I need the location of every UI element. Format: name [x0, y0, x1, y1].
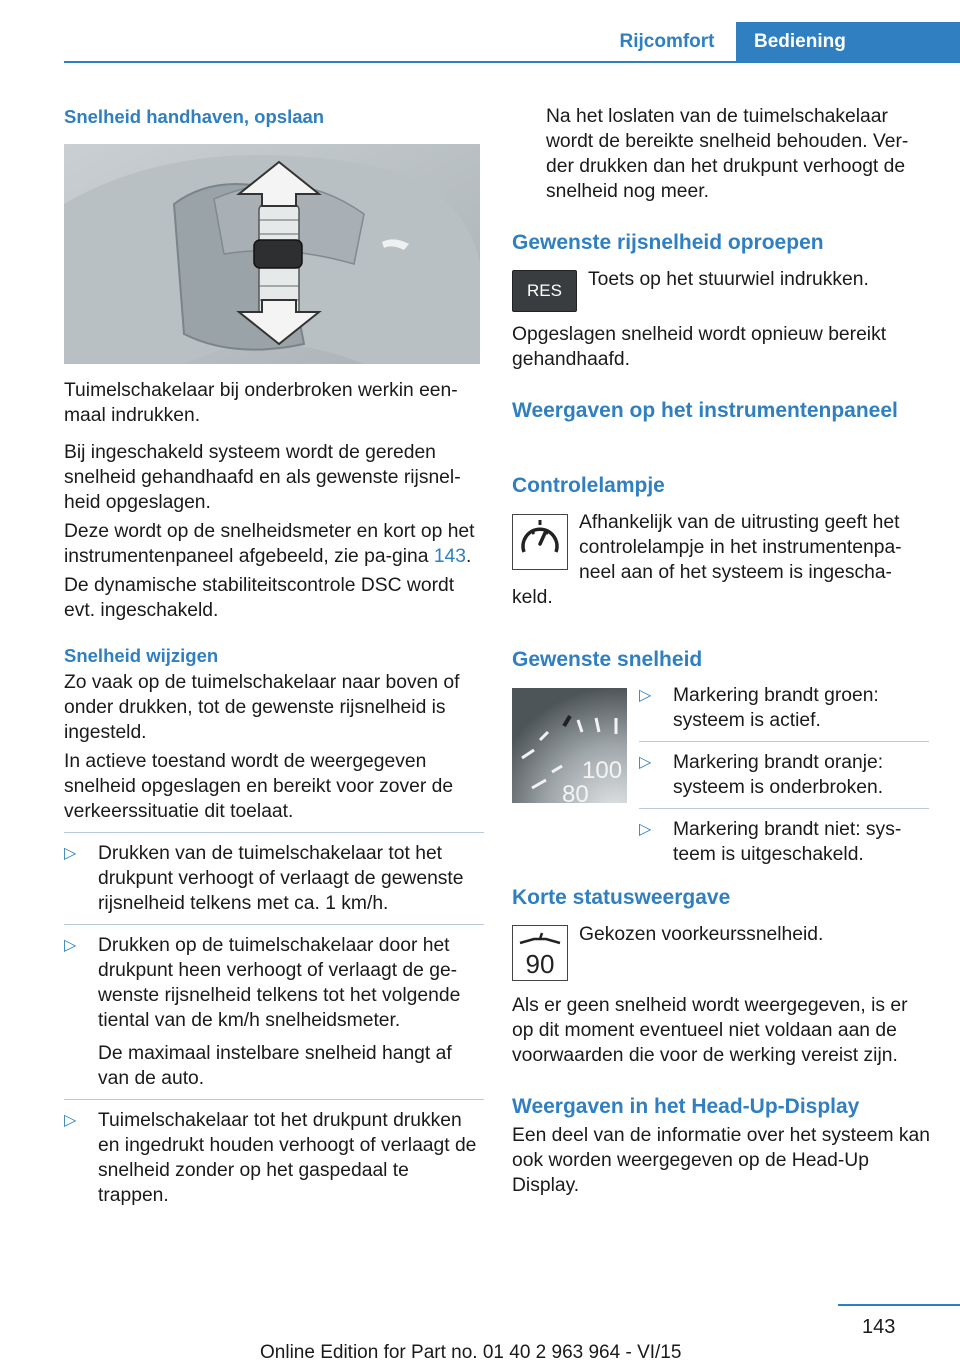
heading-indicator-lamp: Controlelampje [512, 474, 665, 497]
paragraph-resume: Opgeslagen snelheid wordt opnieuw bereikt gehandhaafd. [512, 324, 887, 370]
gauge-label-100: 100 [582, 757, 623, 784]
paragraph-speedometer-end: . [466, 546, 472, 567]
speed-section [512, 647, 932, 673]
indicator-description: Afhankelijk van de uitrusting geeft het controlelampje in het instrumentenpa-neel aan of het systeem is ingescha- [579, 512, 902, 583]
footer-edition: Online Edition for Part no. 01 40 2 963 964 - VI/15 [260, 1342, 682, 1363]
list-item [64, 1108, 484, 1208]
paragraph-active-state: In actieve toestand wordt de weergegeven snelheid opgeslagen en bereikt voor zover de verkeerssituatie dit toelaat. [64, 751, 454, 822]
triangle-bullet-icon: ▷ [639, 754, 652, 771]
list-item-text: Markering brandt groen: systeem is actief. [673, 685, 879, 731]
list-item [639, 817, 929, 867]
status-paragraph-block [512, 993, 932, 1068]
control-section [512, 473, 932, 499]
res-instruction: Toets op het stuurwiel indrukken. [588, 269, 869, 290]
paragraph-speedometer [64, 519, 484, 569]
list-item [639, 683, 929, 733]
heading-instrument-display: Weergaven op het instrumentenpaneel [512, 399, 898, 422]
paragraph-change-speed: Zo vaak op de tuimelschakelaar naar boven of onder drukken, tot de gewenste rijsnelheid is ingesteld. [64, 672, 460, 743]
page-number: 143 [862, 1316, 896, 1338]
status-section [512, 885, 932, 911]
cruise-indicator-icon [512, 514, 568, 570]
triangle-bullet-icon: ▷ [639, 687, 652, 704]
page-link-143[interactable]: 143 [433, 546, 466, 567]
control-text-end [512, 585, 932, 610]
divider [639, 808, 929, 809]
subheading-change-speed: Snelheid wijzigen [64, 645, 219, 666]
list-item [64, 841, 484, 916]
left-body [64, 378, 484, 1208]
list-item-text: Tuimelschakelaar tot het drukpunt drukken en ingedrukt houden verhoogt of verlaagt de snelheid zonder op het gaspedaal te trappen. [98, 1110, 477, 1206]
res-button-icon [512, 270, 577, 312]
heading-resume-speed: Gewenste rijsnelheid oproepen [512, 231, 824, 254]
speed-markers-list [639, 683, 929, 867]
header-rule [64, 61, 960, 63]
section-heading: Snelheid handhaven, opslaan [64, 106, 325, 127]
triangle-bullet-icon: ▷ [64, 845, 77, 862]
list-item-text: Markering brandt oranje: systeem is onderbroken. [673, 752, 884, 798]
status-text-block [579, 922, 929, 947]
hud-section [512, 1094, 932, 1198]
paragraph-no-speed: Als er geen snelheid wordt weergegeven, is er op dit moment eventueel niet voldaan aan de voorwaarden die voor de werking vereist zijn. [512, 995, 908, 1066]
status-description: Gekozen voorkeurssnelheid. [579, 924, 824, 945]
divider [64, 832, 484, 833]
heading-desired-speed: Gewenste snelheid [512, 648, 703, 671]
triangle-bullet-icon: ▷ [64, 937, 77, 954]
heading-short-status: Korte statusweergave [512, 886, 731, 909]
res-label: RES [527, 281, 562, 300]
header-active-tab: Bediening [736, 22, 960, 62]
paragraph-release: Na het loslaten van de tuimelschakelaar wordt de bereikte snelheid behouden. Ver-der drukken dan het drukpunt verhoogt de snelheid nog meer. [546, 106, 909, 202]
left-column [64, 104, 484, 129]
status-speed-icon [512, 925, 568, 981]
triangle-bullet-icon: ▷ [64, 1112, 77, 1129]
divider [639, 741, 929, 742]
list-item [64, 933, 484, 1091]
speedometer-image [512, 688, 627, 803]
right-res-section [512, 230, 932, 256]
paragraph-hud: Een deel van de informatie over het systeem kan ook worden weergegeven op de Head-Up Display. [512, 1125, 930, 1196]
paragraph-dsc: De dynamische stabiliteitscontrole DSC wordt evt. ingeschakeld. [64, 575, 455, 621]
divider [64, 924, 484, 925]
paragraph-speedometer-text: Deze wordt op de snelheidsmeter en kort op het instrumentenpaneel afgebeeld, zie pa-gina [64, 521, 475, 567]
indicator-description-end: keld. [512, 587, 553, 608]
gauge-label-80: 80 [562, 781, 589, 803]
heading-head-up-display: Weergaven in het Head-Up-Display [512, 1095, 860, 1118]
paragraph-rocker-press: Tuimelschakelaar bij onderbroken werkin een-maal indrukken. [64, 380, 458, 426]
res-paragraph-block [512, 322, 932, 372]
divider [64, 1099, 484, 1100]
list-item [639, 750, 929, 800]
list-item-note: De maximaal instelbare snelheid hangt af van de auto. [98, 1043, 452, 1089]
list-item-text: Drukken op de tuimelschakelaar door het drukpunt heen verhoogt of verlaagt de ge-wenste rijsnelheid telkens tot het volgende tiental van de km/h snelheidsmeter. [98, 935, 461, 1031]
footer-rule [838, 1304, 960, 1306]
triangle-bullet-icon: ▷ [639, 821, 652, 838]
status-speed-value: 90 [525, 949, 555, 979]
list-item-text: Markering brandt niet: sys-teem is uitgeschakeld. [673, 819, 902, 865]
control-text-block [579, 510, 929, 585]
header-section-label: Rijcomfort [619, 31, 715, 52]
paragraph-system-on: Bij ingeschakeld systeem wordt de gereden snelheid gehandhaafd en als gewenste rijsnel-heid opgeslagen. [64, 442, 461, 513]
list-item-text: Drukken van de tuimelschakelaar tot het drukpunt verhoogt of verlaagt de gewenste rijsnelheid telkens met ca. 1 km/h. [98, 843, 464, 914]
right-top-paragraph [546, 104, 932, 204]
res-text-block [588, 267, 928, 292]
display-section [512, 398, 932, 424]
steering-wheel-rocker-image [64, 144, 480, 364]
